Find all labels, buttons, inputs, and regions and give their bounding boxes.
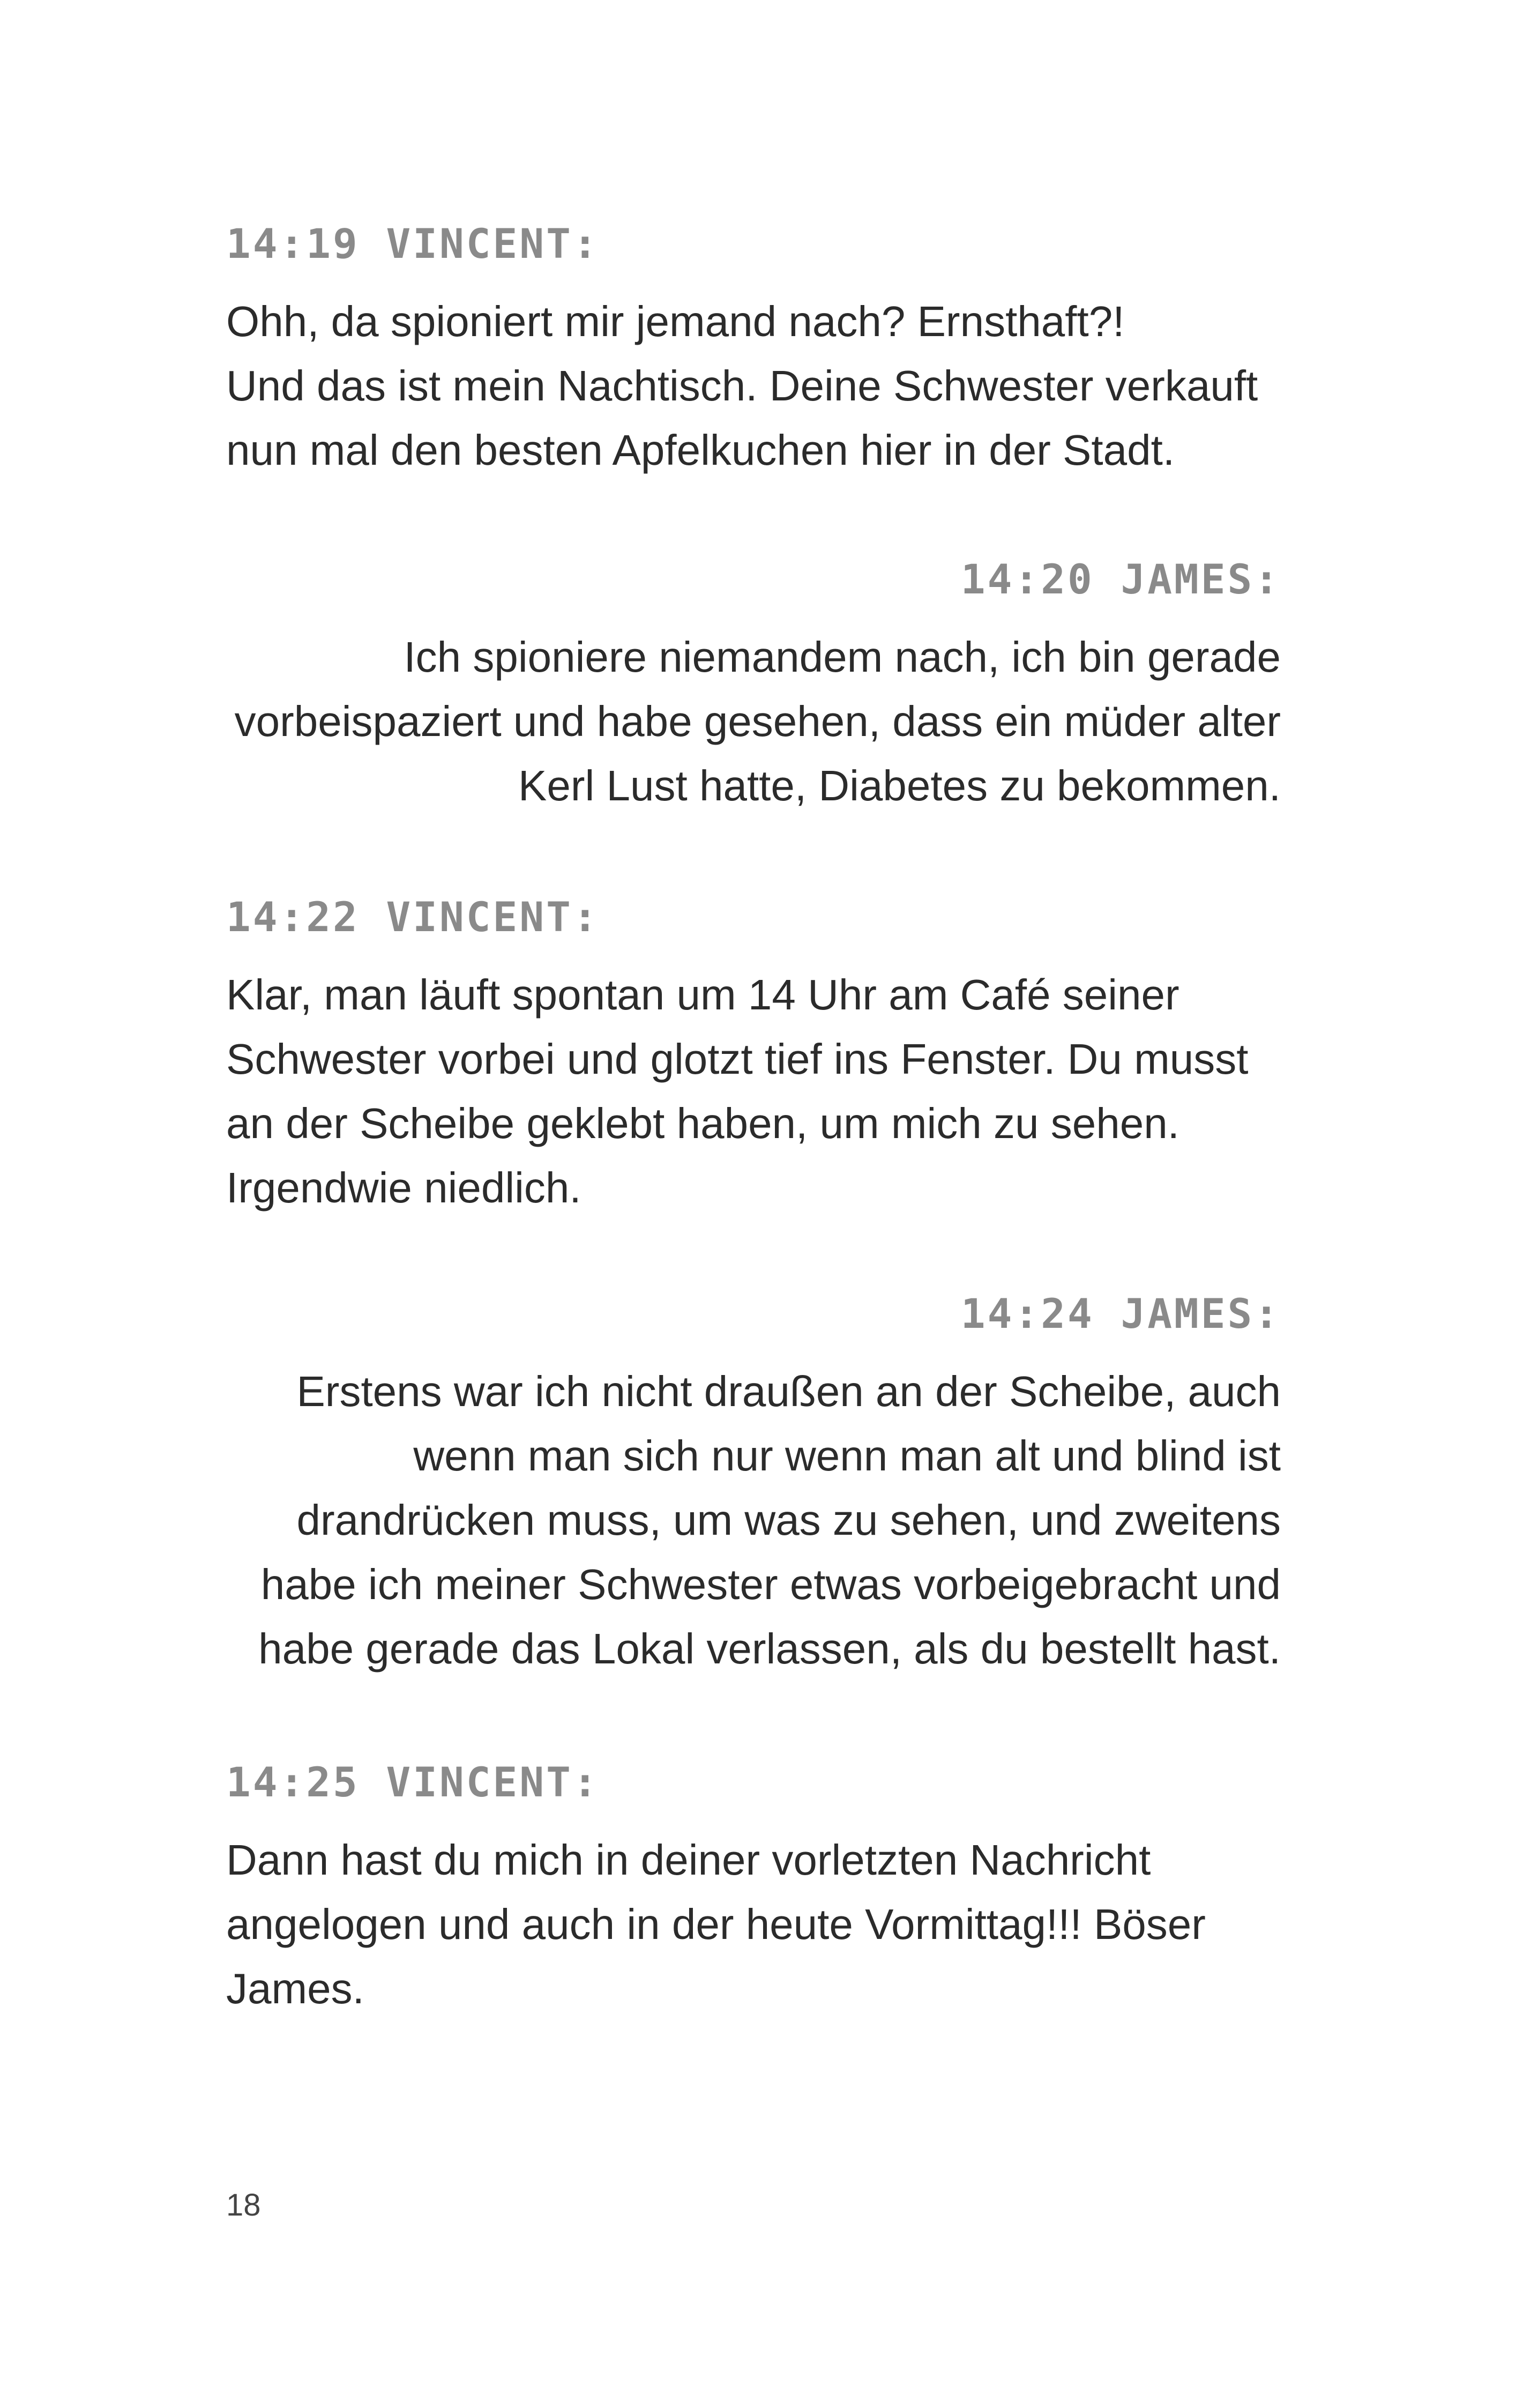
message-line: habe ich meiner Schwester etwas vorbeigebracht und — [260, 1560, 1281, 1608]
message-line: Ich spioniere niemandem nach, ich bin gerade — [404, 633, 1281, 681]
message-line: habe gerade das Lokal verlassen, als du bestellt hast. — [258, 1625, 1281, 1673]
message-body — [226, 963, 1281, 1220]
message-header: 14:22 VINCENT: — [226, 893, 600, 941]
message-line: Erstens war ich nicht draußen an der Scheibe, auch — [296, 1367, 1281, 1415]
message-line: James. — [226, 1965, 364, 2012]
message-body — [226, 289, 1281, 482]
page-number: 18 — [226, 2188, 261, 2223]
message-header: 14:24 JAMES: — [960, 1290, 1281, 1337]
message-line: Schwester vorbei und glotzt tief ins Fenster. Du musst — [226, 1035, 1249, 1083]
message-body — [226, 625, 1281, 818]
message-line: Dann hast du mich in deiner vorletzten Nachricht — [226, 1836, 1151, 1884]
message-james-1424 — [226, 1284, 1281, 1681]
message-line: Kerl Lust hatte, Diabetes zu bekommen. — [518, 762, 1281, 809]
message-vincent-1425 — [226, 1753, 1281, 2021]
message-line: drandrücken muss, um was zu sehen, und zweitens — [296, 1496, 1281, 1544]
message-header: 14:25 VINCENT: — [226, 1758, 600, 1806]
message-line: wenn man sich nur wenn man alt und blind ist — [413, 1432, 1281, 1480]
message-james-1420 — [226, 550, 1281, 818]
message-body — [226, 1359, 1281, 1681]
message-vincent-1419 — [226, 214, 1281, 482]
message-body — [226, 1828, 1281, 2021]
message-vincent-1422 — [226, 888, 1281, 1220]
message-line: nun mal den besten Apfelkuchen hier in der Stadt. — [226, 426, 1175, 474]
message-header: 14:19 VINCENT: — [226, 220, 600, 267]
message-line: an der Scheibe geklebt haben, um mich zu sehen. — [226, 1099, 1179, 1147]
message-line: Und das ist mein Nachtisch. Deine Schwester verkauft — [226, 362, 1258, 410]
message-line: angelogen und auch in der heute Vormittag!!! Böser — [226, 1900, 1206, 1948]
message-line: Ohh, da spioniert mir jemand nach? Ernsthaft?! — [226, 298, 1125, 345]
message-line: Irgendwie niedlich. — [226, 1164, 581, 1212]
message-line: vorbeispaziert und habe gesehen, dass ein müder alter — [234, 697, 1281, 745]
message-header: 14:20 JAMES: — [960, 555, 1281, 603]
message-line: Klar, man läuft spontan um 14 Uhr am Café seiner — [226, 971, 1179, 1019]
